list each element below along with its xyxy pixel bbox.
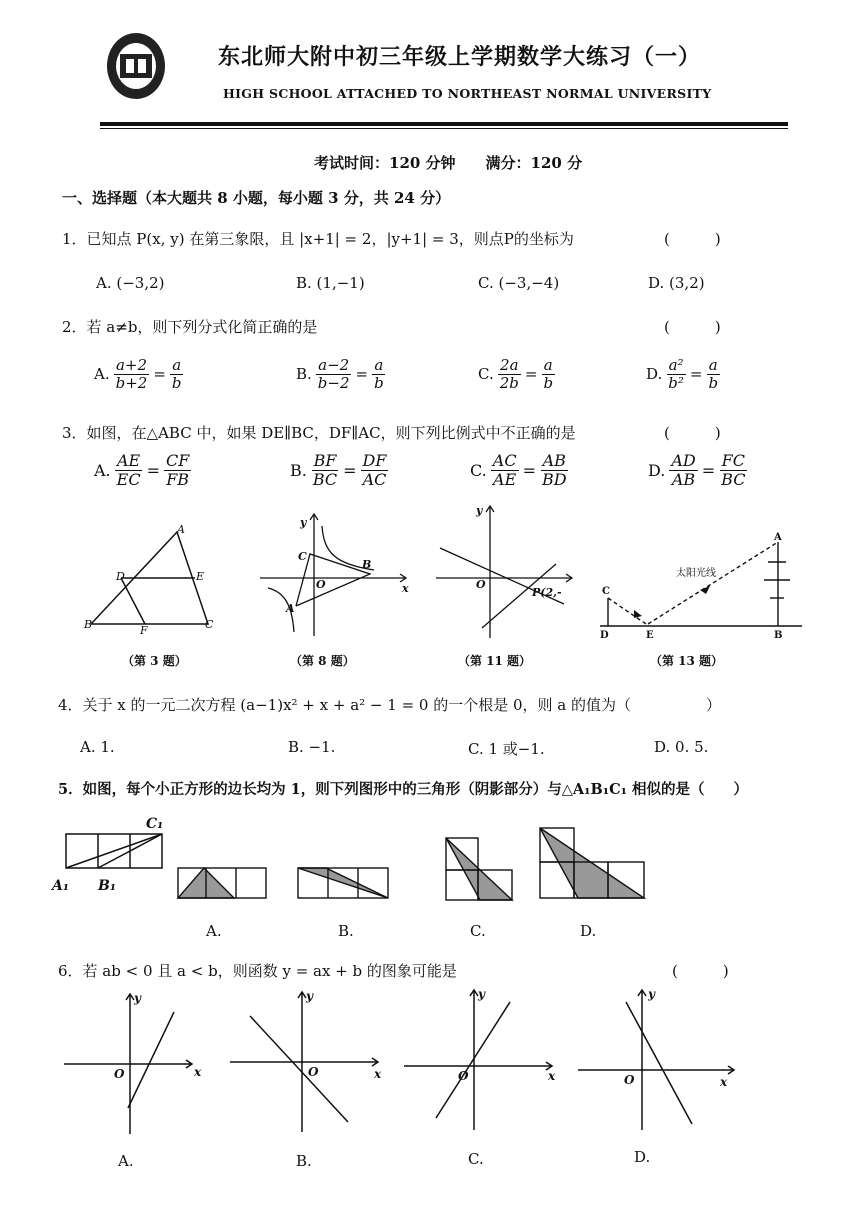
svg-text:A: A <box>286 602 295 615</box>
q5-option-d-figure <box>538 826 646 900</box>
figure-q3-triangle <box>80 520 230 640</box>
svg-text:O: O <box>316 578 326 591</box>
q6-option-a-graph <box>60 988 210 1138</box>
svg-text:B₁: B₁ <box>98 878 116 894</box>
q2-option-c: C. $\frac{2a}{2b}$ = $\frac{a}{b}$ <box>478 356 554 392</box>
q1-stem: 1．已知点 P(x, y) 在第三象限，且 |x+1| = 2，|y+1| = 3，则点P的坐标为 <box>62 230 574 248</box>
svg-text:y: y <box>306 989 313 1003</box>
figure-caption-q8: （第 8 题） <box>290 654 355 668</box>
svg-text:B: B <box>774 630 783 641</box>
svg-text:A: A <box>177 523 185 536</box>
q1-option-a: A. (−3,2) <box>96 274 165 292</box>
page-subtitle: HIGH SCHOOL ATTACHED TO NORTHEAST NORMAL UNIVERSITY <box>223 86 712 101</box>
q6-option-c: C. <box>468 1150 484 1168</box>
exam-info: 考试时间：120 分钟 满分：120 分 <box>314 154 583 172</box>
q3-option-a: A. $\frac{AE}{EC}$ = $\frac{CF}{FB}$ <box>94 451 190 489</box>
svg-text:A₁: A₁ <box>52 878 69 894</box>
q4-option-a: A. 1. <box>80 738 115 756</box>
figure-caption-q3: （第 3 题） <box>122 654 187 668</box>
q5-option-b: B. <box>338 922 354 940</box>
q4-option-c: C. 1 或−1. <box>468 740 545 758</box>
q1-option-c: C. (−3,−4) <box>478 274 560 292</box>
svg-text:O: O <box>114 1067 125 1081</box>
svg-text:B: B <box>84 618 93 631</box>
q5-option-c-figure <box>444 836 514 902</box>
svg-text:C: C <box>205 618 214 631</box>
svg-text:C₁: C₁ <box>146 816 164 832</box>
q2-answer-paren: ( ) <box>664 318 721 336</box>
svg-text:O: O <box>308 1065 319 1079</box>
page-title: 东北师大附中初三年级上学期数学大练习（一） <box>218 44 702 70</box>
q4-option-b: B. −1. <box>288 738 336 756</box>
figure-caption-q11: （第 11 题） <box>458 654 532 668</box>
svg-text:y: y <box>300 516 307 529</box>
figure-q8-graph <box>256 508 416 640</box>
q6-option-a: A. <box>118 1152 134 1170</box>
svg-text:A: A <box>774 532 782 543</box>
q5-option-a: A. <box>206 922 222 940</box>
q6-stem: 6．若 ab < 0 且 a < b，则函数 y = ax + b 的图象可能是 <box>58 962 457 980</box>
svg-text:E: E <box>196 570 205 583</box>
svg-text:x: x <box>402 582 409 595</box>
q6-option-b: B. <box>296 1152 312 1170</box>
svg-text:O: O <box>476 578 486 591</box>
figure-q5-reference <box>50 812 180 898</box>
q3-option-c: C. $\frac{AC}{AE}$ = $\frac{AB}{BD}$ <box>470 451 567 489</box>
svg-text:x: x <box>374 1067 382 1081</box>
q2-option-a: A. $\frac{a+2}{b+2}$ = $\frac{a}{b}$ <box>94 356 182 392</box>
q2-option-b: B. $\frac{a-2}{b-2}$ = $\frac{a}{b}$ <box>296 356 384 392</box>
svg-text:x: x <box>194 1065 202 1079</box>
header-divider <box>100 122 788 126</box>
svg-text:O: O <box>458 1069 469 1083</box>
q5-option-b-figure <box>296 866 390 900</box>
figure-caption-q13: （第 13 题） <box>650 654 724 668</box>
q1-answer-paren: ( ) <box>664 230 721 248</box>
svg-text:y: y <box>648 987 655 1001</box>
q4-stem: 4．关于 x 的一元二次方程 (a−1)x² + x + a² − 1 = 0 的一个根是 0，则 a 的值为（ ） <box>58 696 722 714</box>
svg-text:y: y <box>134 991 141 1005</box>
figure-q13-sunlight <box>596 528 806 643</box>
svg-text:y: y <box>476 504 483 517</box>
q6-option-d-graph <box>574 984 744 1134</box>
q5-option-a-figure <box>176 866 268 900</box>
figure-q11-graph <box>432 502 582 642</box>
section-heading: 一、选择题（本大题共 8 小题，每小题 3 分，共 24 分） <box>62 189 451 207</box>
sunlight-label: 太阳光线 <box>676 568 716 579</box>
q2-option-d: D. $\frac{\text{a²}}{\text{b²}}$ = $\frac{a}{b}$ <box>646 356 719 392</box>
svg-text:y: y <box>478 987 485 1001</box>
q3-option-d: D. $\frac{AD}{AB}$ = $\frac{FC}{BC}$ <box>648 451 746 489</box>
header-divider-thin <box>100 128 788 129</box>
q5-option-d: D. <box>580 922 597 940</box>
q1-option-d: D. (3,2) <box>648 274 705 292</box>
q6-answer-paren: ( ) <box>672 962 729 980</box>
svg-text:x: x <box>548 1069 556 1083</box>
q6-option-b-graph <box>226 986 386 1136</box>
q2-stem: 2．若 a≠b，则下列分式化简正确的是 <box>62 318 318 336</box>
q3-stem: 3．如图，在△ABC 中，如果 DE∥BC，DF∥AC，则下列比例式中不正确的是 <box>62 424 576 442</box>
q6-option-c-graph <box>400 984 560 1134</box>
svg-text:B: B <box>362 558 372 571</box>
svg-text:C: C <box>298 550 307 563</box>
svg-text:D: D <box>600 630 609 641</box>
svg-text:P(2,-: P(2,- <box>532 586 562 599</box>
q5-stem: 5．如图，每个小正方形的边长均为 1，则下列图形中的三角形（阴影部分）与△A₁B₁C₁ 相似的是（ ） <box>58 781 749 798</box>
q5-option-c: C. <box>470 922 486 940</box>
q3-option-b: B. $\frac{BF}{BC}$ = $\frac{DF}{AC}$ <box>290 451 387 489</box>
svg-text:x: x <box>720 1075 728 1089</box>
svg-text:F: F <box>140 624 148 637</box>
q1-option-b: B. (1,−1) <box>296 274 365 292</box>
school-logo <box>104 30 168 102</box>
svg-text:E: E <box>646 630 654 641</box>
svg-text:O: O <box>624 1073 635 1087</box>
q4-option-d: D. 0. 5. <box>654 738 709 756</box>
q6-option-d: D. <box>634 1148 651 1166</box>
q3-answer-paren: ( ) <box>664 424 721 442</box>
svg-text:D: D <box>116 570 125 583</box>
svg-text:C: C <box>602 586 610 597</box>
